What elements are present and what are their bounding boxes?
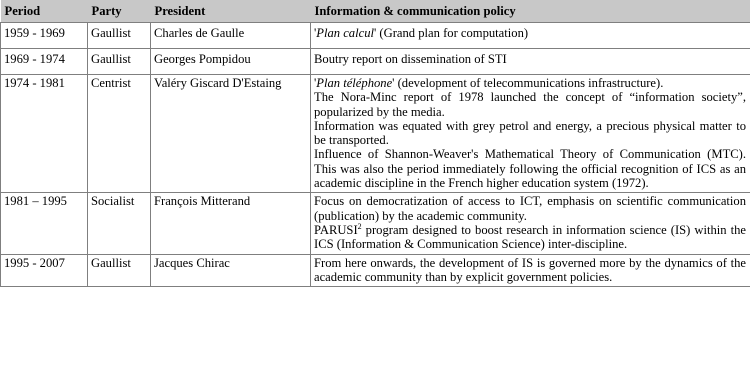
cell-period: 1995 - 2007	[1, 254, 88, 287]
cell-period: 1959 - 1969	[1, 23, 88, 49]
header-row	[1, 0, 750, 23]
cell-president: Georges Pompidou	[151, 49, 311, 75]
policy-paragraph: Information was equated with grey petrol and energy, a precious physical matter to be transported.	[314, 118, 746, 148]
cell-party: Centrist	[88, 75, 151, 193]
cell-party: Gaullist	[88, 254, 151, 287]
header-president: President	[151, 0, 311, 23]
header-period: Period	[1, 0, 88, 23]
cell-policy	[311, 23, 750, 49]
cell-period: 1969 - 1974	[1, 49, 88, 75]
table-row	[1, 193, 750, 254]
footnote-marker: 2	[357, 221, 362, 231]
header-policy: Information & communication policy	[311, 0, 750, 23]
header-party: Party	[88, 0, 151, 23]
table-row	[1, 49, 750, 75]
policy-paragraph: Focus on democratization of access to ICT, emphasis on scientific communication (publication) by the academic community.	[314, 194, 746, 223]
cell-policy: Boutry report on dissemination of STI	[311, 49, 750, 75]
table-row	[1, 23, 750, 49]
quote-open: '	[314, 26, 317, 40]
table-row	[1, 254, 750, 287]
cell-president: François Mitterand	[151, 193, 311, 254]
policy-title: Plan téléphone	[316, 76, 393, 90]
cell-party: Socialist	[88, 193, 151, 254]
policy-paragraph: The Nora-Minc report of 1978 launched the concept of “information society”, popularized by the media.	[314, 90, 746, 119]
program-name: PARUSI	[314, 222, 358, 237]
cell-period: 1974 - 1981	[1, 75, 88, 193]
policy-title: Plan calcul	[316, 26, 374, 40]
cell-party: Gaullist	[88, 23, 151, 49]
policy-text: program designed to boost research in information science (IS) within the ICS (Information & Communication Science) inter-discipline.	[314, 222, 746, 252]
quote-close: '	[374, 26, 377, 40]
table-row	[1, 75, 750, 193]
table-header	[1, 0, 750, 23]
cell-president: Charles de Gaulle	[151, 23, 311, 49]
policy-paragraph	[314, 76, 746, 90]
cell-period: 1981 – 1995	[1, 193, 88, 254]
cell-party: Gaullist	[88, 49, 151, 75]
quote-open: '	[314, 76, 317, 90]
policy-text: (Grand plan for computation)	[376, 26, 529, 40]
policy-paragraph	[314, 223, 746, 252]
table-body	[1, 23, 750, 287]
cell-policy	[311, 193, 750, 254]
policy-paragraph: Influence of Shannon-Weaver's Mathematical Theory of Communication (MTC). This was also the period immediately following the official recognition of ICS as an academic discipline in the French higher education system (1972).	[314, 147, 746, 191]
cell-policy	[311, 75, 750, 193]
cell-policy: From here onwards, the development of IS is governed more by the dynamics of the academic community than by explicit government policies.	[311, 254, 750, 287]
policy-text: ' (development of telecommunications infrastructure).	[392, 76, 664, 90]
cell-president: Jacques Chirac	[151, 254, 311, 287]
cell-president: Valéry Giscard D'Estaing	[151, 75, 311, 193]
